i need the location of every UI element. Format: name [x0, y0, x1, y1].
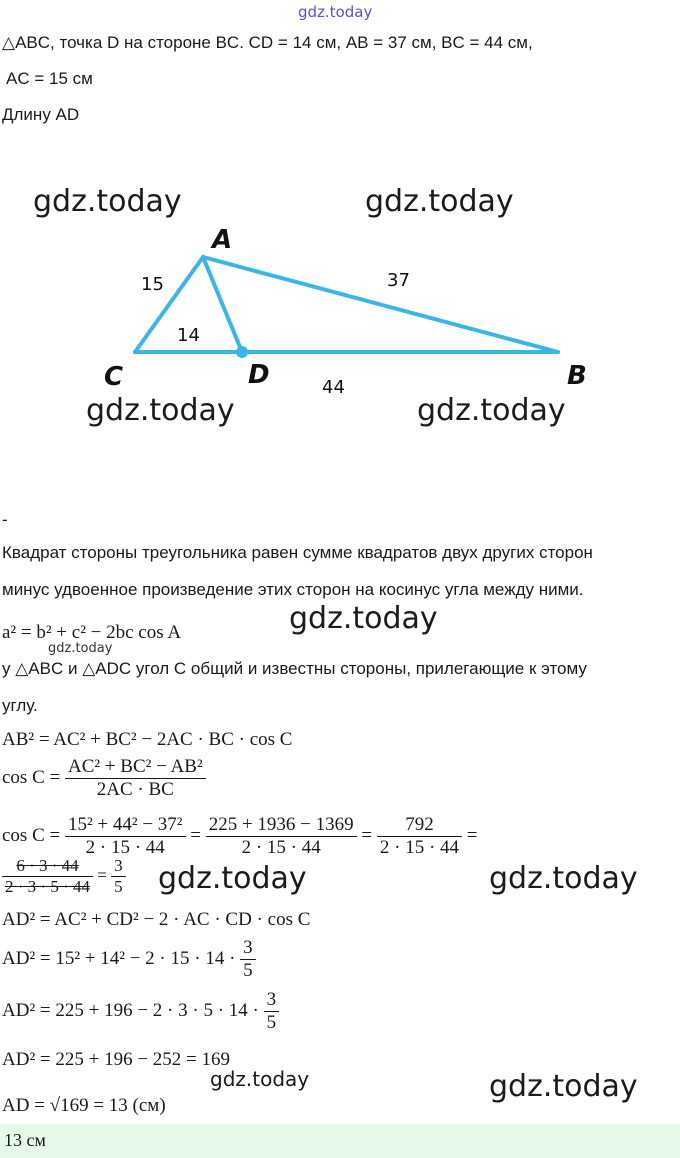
equation-1: AB² = AC² + BC² − 2AC · BC · cos C: [2, 729, 293, 750]
equation-3-fraction-1-numerator: 15² + 44² − 37²: [65, 814, 186, 837]
note-line-2: углу.: [2, 696, 38, 715]
watermark: gdz.today: [158, 861, 307, 896]
side-ab: [203, 257, 558, 352]
watermark: gdz.today: [489, 1069, 638, 1104]
watermark-top: gdz.today: [298, 3, 373, 21]
point-d: [236, 346, 248, 358]
side-ab-label: 37: [387, 270, 410, 291]
equation-7: [2, 989, 279, 1034]
equation-3-fraction-2: [206, 814, 357, 859]
vertex-d-label: D: [248, 360, 270, 390]
side-ad-label: 14: [177, 325, 200, 346]
equation-5: AD² = AC² + CD² − 2 · AC · CD · cos C: [2, 909, 311, 930]
watermark: gdz.today: [210, 1067, 310, 1091]
equation-7-numerator: 3: [264, 989, 280, 1012]
equation-3-fraction-3: [377, 814, 462, 859]
answer-text: 13 см: [4, 1130, 46, 1150]
equation-3-lhs: cos C =: [2, 824, 61, 846]
equation-3-fraction-1: [65, 814, 186, 859]
equation-3-fraction-2-denominator: 2 · 15 · 44: [241, 837, 321, 858]
theorem-line-2: минус удвоенное произведение этих сторон на косинус угла между ними.: [2, 580, 584, 599]
watermark: gdz.today: [86, 393, 235, 428]
equation-3-fraction-3-denominator: 2 · 15 · 44: [379, 837, 460, 858]
watermark: gdz.today: [417, 393, 566, 428]
vertex-a-label: A: [212, 225, 233, 255]
answer-box: [0, 1124, 680, 1158]
equation-6-denominator: 5: [243, 960, 253, 981]
equation-8: AD² = 225 + 196 − 252 = 169: [2, 1049, 230, 1070]
equation-6-fraction: [240, 937, 256, 982]
problem-line-1: △ABC, точка D на стороне BC. CD = 14 см, AB = 37 см, BC = 44 см,: [2, 33, 533, 52]
side-ac-label: 15: [141, 274, 164, 295]
watermark: gdz.today: [365, 184, 514, 219]
equation-7-fraction: [264, 989, 280, 1034]
vertex-b-label: B: [567, 361, 587, 391]
watermark-small: gdz.today: [48, 641, 113, 656]
equation-4-numerator: 6 · 3 · 44: [2, 856, 93, 877]
equation-2-fraction: [65, 756, 206, 801]
equation-4-result-numerator: 3: [111, 856, 126, 877]
problem-line-2: AC = 15 см: [6, 69, 93, 88]
equation-3: cos C = $\frac{\text{15² + 44² − 37²}}{2 \cdot 15 \cdot 44}$ = $\frac{225 + 1936 - 1369}{2 \cdot 15 \cdot 44}$ = $\frac{792}{2 \cdot 15 \cdot 44}$ =: [2, 814, 478, 858]
equation-4-equals: =: [97, 865, 107, 885]
equation-6-text: AD² = 15² + 14² − 2 · 15 · 14 ·: [2, 947, 236, 969]
vertex-c-label: C: [104, 362, 124, 392]
equation-2-lhs: cos C =: [2, 766, 61, 788]
problem-line-3: Длину AD: [2, 105, 80, 124]
equation-6: [2, 937, 256, 982]
equation-7-text: AD² = 225 + 196 − 2 · 3 · 5 · 14 ·: [2, 999, 259, 1021]
equation-4-fraction: [2, 856, 93, 897]
equation-2: [2, 756, 206, 801]
theorem-line-1: Квадрат стороны треугольника равен сумме квадратов двух других сторон: [2, 543, 593, 562]
equation-3-fraction-1-denominator: 2 · 15 · 44: [85, 837, 165, 858]
side-bc-label: 44: [322, 377, 345, 398]
equation-3-fraction-3-numerator: 792: [377, 814, 462, 837]
cosine-law-formula: a² = b² + c² − 2bc cos A: [2, 622, 182, 643]
watermark: gdz.today: [33, 184, 182, 219]
equation-2-denominator: 2AC · BC: [96, 779, 174, 800]
equation-4: [2, 856, 126, 897]
equation-9: AD = √169 = 13 (см): [2, 1095, 166, 1116]
equation-6-numerator: 3: [240, 937, 256, 960]
equation-4-result-denominator: 5: [114, 877, 123, 896]
equation-3-tail: =: [466, 824, 478, 846]
watermark: gdz.today: [289, 601, 438, 636]
triangle-figure: [0, 215, 680, 405]
equation-4-denominator: 2 · 3 · 5 · 44: [5, 877, 90, 896]
equation-2-numerator: AC² + BC² − AB²: [65, 756, 206, 779]
equation-4-result: [111, 856, 126, 897]
equation-7-denominator: 5: [266, 1012, 277, 1033]
equation-3-fraction-2-numerator: 225 + 1936 − 1369: [206, 814, 357, 837]
note-line-1: у △ABC и △ADC угол C общий и известны стороны, прилегающие к этому: [2, 659, 587, 678]
watermark: gdz.today: [489, 861, 638, 896]
separator-dash: -: [2, 510, 8, 529]
side-ad: [203, 257, 242, 352]
